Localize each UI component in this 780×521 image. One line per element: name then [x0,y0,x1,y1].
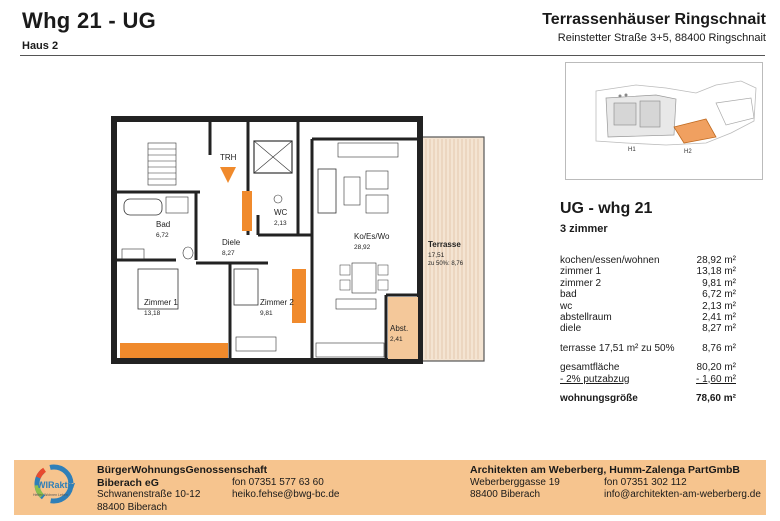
room-kitchen-area: 28,92 [354,244,371,251]
total-row [560,362,736,373]
unit-title: UG - whg 21 [560,200,653,217]
armchair-1 [366,171,388,189]
footer-left-street: Schwanenstraße 10-12 [97,489,201,500]
site-plan-highlight [674,119,716,143]
wiraktiv-logo [19,462,89,512]
unit-rooms: 3 zimmer [560,223,608,235]
wardrobe-zimmer-1 [120,343,228,358]
area-row [560,312,736,323]
room-terrasse-note: zu 50%: 8,76 [428,261,464,267]
footer-left-company: BürgerWohnungsGenossenschaft Biberach eG [97,464,268,489]
header-divider [20,55,765,56]
area-row [560,266,736,277]
area-label: bad [560,289,577,301]
terrace-area [422,137,484,361]
kitchen-unit [316,343,384,357]
area-row [560,301,736,312]
area-label: wc [560,300,573,312]
final-row [560,393,736,404]
bathtub [124,199,162,215]
project-name: Terrassenhäuser Ringschnait [542,11,766,28]
page-title: Whg 21 - UG [22,8,157,33]
wc-cabinet [242,191,252,231]
footer-right-street: Weberberggasse 19 [470,476,560,488]
shower [166,197,188,213]
room-wc-name: WC [274,208,288,217]
area-value: 13,18 m² [696,266,736,278]
site-label-h2: H2 [684,149,692,155]
terrace-value: 8,76 m² [702,342,736,354]
room-kitchen-name: Ko/Es/Wo [354,232,390,241]
area-label: diele [560,323,582,335]
area-value: 2,41 m² [702,311,736,323]
site-plan-drawing [566,63,762,179]
deduction-label: - 2% putzabzug [560,373,630,385]
room-bad-name: Bad [156,220,171,229]
area-row [560,255,736,266]
area-table [560,255,736,404]
stair-label: TRH [220,153,237,162]
room-terrasse-area: 17,51 [428,252,445,259]
footer-left-email[interactable]: heiko.fehse@bwg-bc.de [232,489,340,500]
floor-plan [108,115,488,365]
footer-right-email[interactable]: info@architekten-am-weberberg.de [604,489,761,500]
project-address: Reinstetter Straße 3+5, 88400 Ringschnait [557,32,766,44]
dining-table [352,263,376,293]
terrace-row [560,343,736,354]
total-label: gesamtfläche [560,362,620,374]
footer-right-city: 88400 Biberach [470,489,541,500]
room-abst-name: Abst. [390,324,409,333]
desk-zimmer-2 [236,337,276,351]
deduction-value: - 1,60 m² [695,373,736,385]
area-label: zimmer 1 [560,266,602,278]
room-diele-area: 8,27 [222,250,235,257]
footer-left-city: 88400 Biberach [97,501,168,513]
page-subtitle: Haus 2 [22,40,59,52]
area-row [560,278,736,289]
area-value: 28,92 m² [696,255,736,266]
footer-left-phone: fon 07351 577 63 60 [232,476,324,488]
footer-right-phone: fon 07351 302 112 [604,476,687,488]
deduction-row [560,374,736,385]
terrace-label: terrasse 17,51 m² zu 50% [560,342,675,354]
area-value: 9,81 m² [702,277,736,289]
entrance-marker [220,167,236,183]
final-value: 78,60 m² [695,392,736,404]
final-label: wohnungsgröße [560,392,638,404]
room-wc-area: 2,13 [274,220,287,227]
area-value: 6,72 m² [702,289,736,301]
bed-zimmer-2 [234,269,258,305]
area-value: 8,27 m² [702,323,736,335]
site-label-h1: H1 [628,147,636,153]
area-label: kochen/essen/wohnen [560,255,660,266]
area-row [560,289,736,300]
room-zimmer1-area: 13,18 [144,310,161,317]
total-value: 80,20 m² [696,362,736,374]
armchair-2 [366,195,388,213]
toilet [183,247,193,259]
sink [122,249,144,259]
area-label: abstellraum [560,311,612,323]
room-bad-area: 6,72 [156,232,169,239]
wardrobe-zimmer-2 [292,269,306,323]
room-abst-area: 2,41 [390,336,403,343]
logo-tagline: Helfen Wohnen Leben [33,493,68,497]
footer-right-contact [604,477,766,502]
logo-text: WIRaktiv [37,480,76,490]
room-terrasse-name: Terrasse [428,240,461,249]
room-zimmer1-name: Zimmer 1 [144,298,178,307]
room-zimmer2-area: 9,81 [260,310,273,317]
sofa [318,169,336,213]
room-zimmer2-name: Zimmer 2 [260,298,294,307]
footer-left-contact [232,477,372,502]
area-value: 2,13 m² [702,300,736,312]
kitchen-island [336,299,376,309]
footer-right-company: Architekten am Weberberg, Humm-Zalenga PartGmbB [470,464,740,476]
site-plan [565,62,763,180]
kitchen-counter [338,143,398,157]
area-label: zimmer 2 [560,277,602,289]
room-diele-name: Diele [222,238,241,247]
area-row [560,323,736,334]
coffee-table [344,177,360,205]
